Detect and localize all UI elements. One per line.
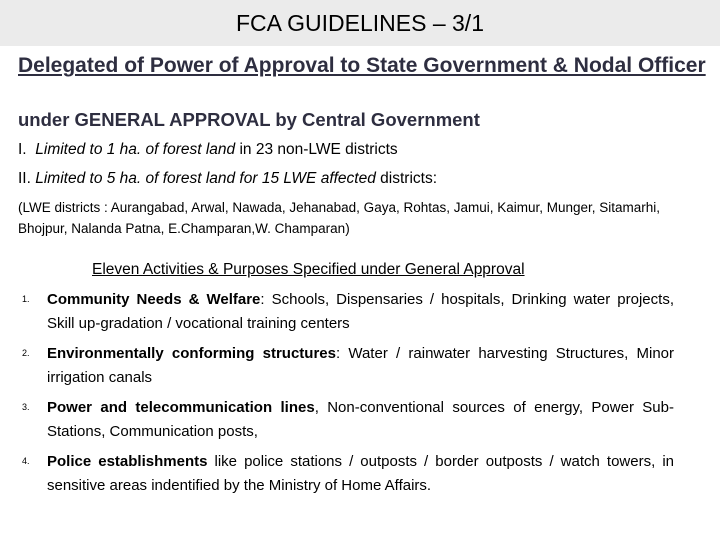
list-item bbox=[22, 342, 674, 390]
list-item-bold: Power and telecommunication lines bbox=[47, 399, 315, 416]
list-title: Eleven Activities & Purposes Specified under General Approval bbox=[92, 261, 525, 278]
list-item-bold: Community Needs & Welfare bbox=[47, 291, 261, 308]
list-item-bold: Environmentally conforming structures bbox=[47, 345, 336, 362]
lwe-districts: (LWE districts : Aurangabad, Arwal, Nawada, Jehanabad, Gaya, Rohtas, Jamui, Kaimur, Munger, Sitamarhi, Bhojpur, Nalanda Patna, E.Champaran,W. Champaran) bbox=[18, 200, 661, 236]
list-item-text bbox=[47, 396, 674, 444]
limit-line-2 bbox=[18, 170, 437, 188]
list-item-number: 2. bbox=[22, 348, 30, 358]
limit-line-1-rest: in 23 non-LWE districts bbox=[235, 141, 398, 158]
list-item-text bbox=[47, 342, 674, 390]
list-item-rest: : Water / rainwater harvesting Structures, Minor irrigation canals bbox=[47, 345, 674, 386]
list-item-number: 1. bbox=[22, 294, 30, 304]
limit-line-1-prefix: I. bbox=[18, 141, 27, 158]
list-item bbox=[22, 450, 674, 498]
limit-line-2-rest: districts: bbox=[375, 170, 438, 187]
list-item bbox=[22, 288, 674, 336]
limit-line-2-italic: Limited to 5 ha. of forest land for 15 LWE affected bbox=[35, 170, 376, 187]
subheading: under GENERAL APPROVAL by Central Government bbox=[18, 109, 480, 130]
activities-list bbox=[22, 288, 674, 504]
list-item-rest: : Schools, Dispensaries / hospitals, Drinking water projects, Skill up-gradation / vocational training centers bbox=[47, 291, 674, 332]
title-bar bbox=[0, 0, 720, 46]
list-item bbox=[22, 396, 674, 444]
slide-title: FCA GUIDELINES – 3/1 bbox=[236, 9, 484, 36]
limit-line-1 bbox=[18, 141, 398, 159]
limit-line-2-prefix: II. bbox=[18, 170, 31, 187]
list-item-number: 3. bbox=[22, 402, 30, 412]
limit-line-1-italic: Limited to 1 ha. of forest land bbox=[35, 141, 236, 158]
list-item-number: 4. bbox=[22, 456, 30, 466]
list-item-rest: , Non-conventional sources of energy, Power Sub-Stations, Communication posts, bbox=[47, 399, 674, 440]
list-item-text bbox=[47, 450, 674, 498]
heading: Delegated of Power of Approval to State Government & Nodal Officer bbox=[18, 54, 706, 77]
list-item-text bbox=[47, 288, 674, 336]
list-item-bold: Police establishments bbox=[47, 453, 208, 470]
list-item-rest: like police stations / outposts / border outposts / watch towers, in sensitive areas indentified by the Ministry of Home Affairs. bbox=[47, 453, 674, 494]
